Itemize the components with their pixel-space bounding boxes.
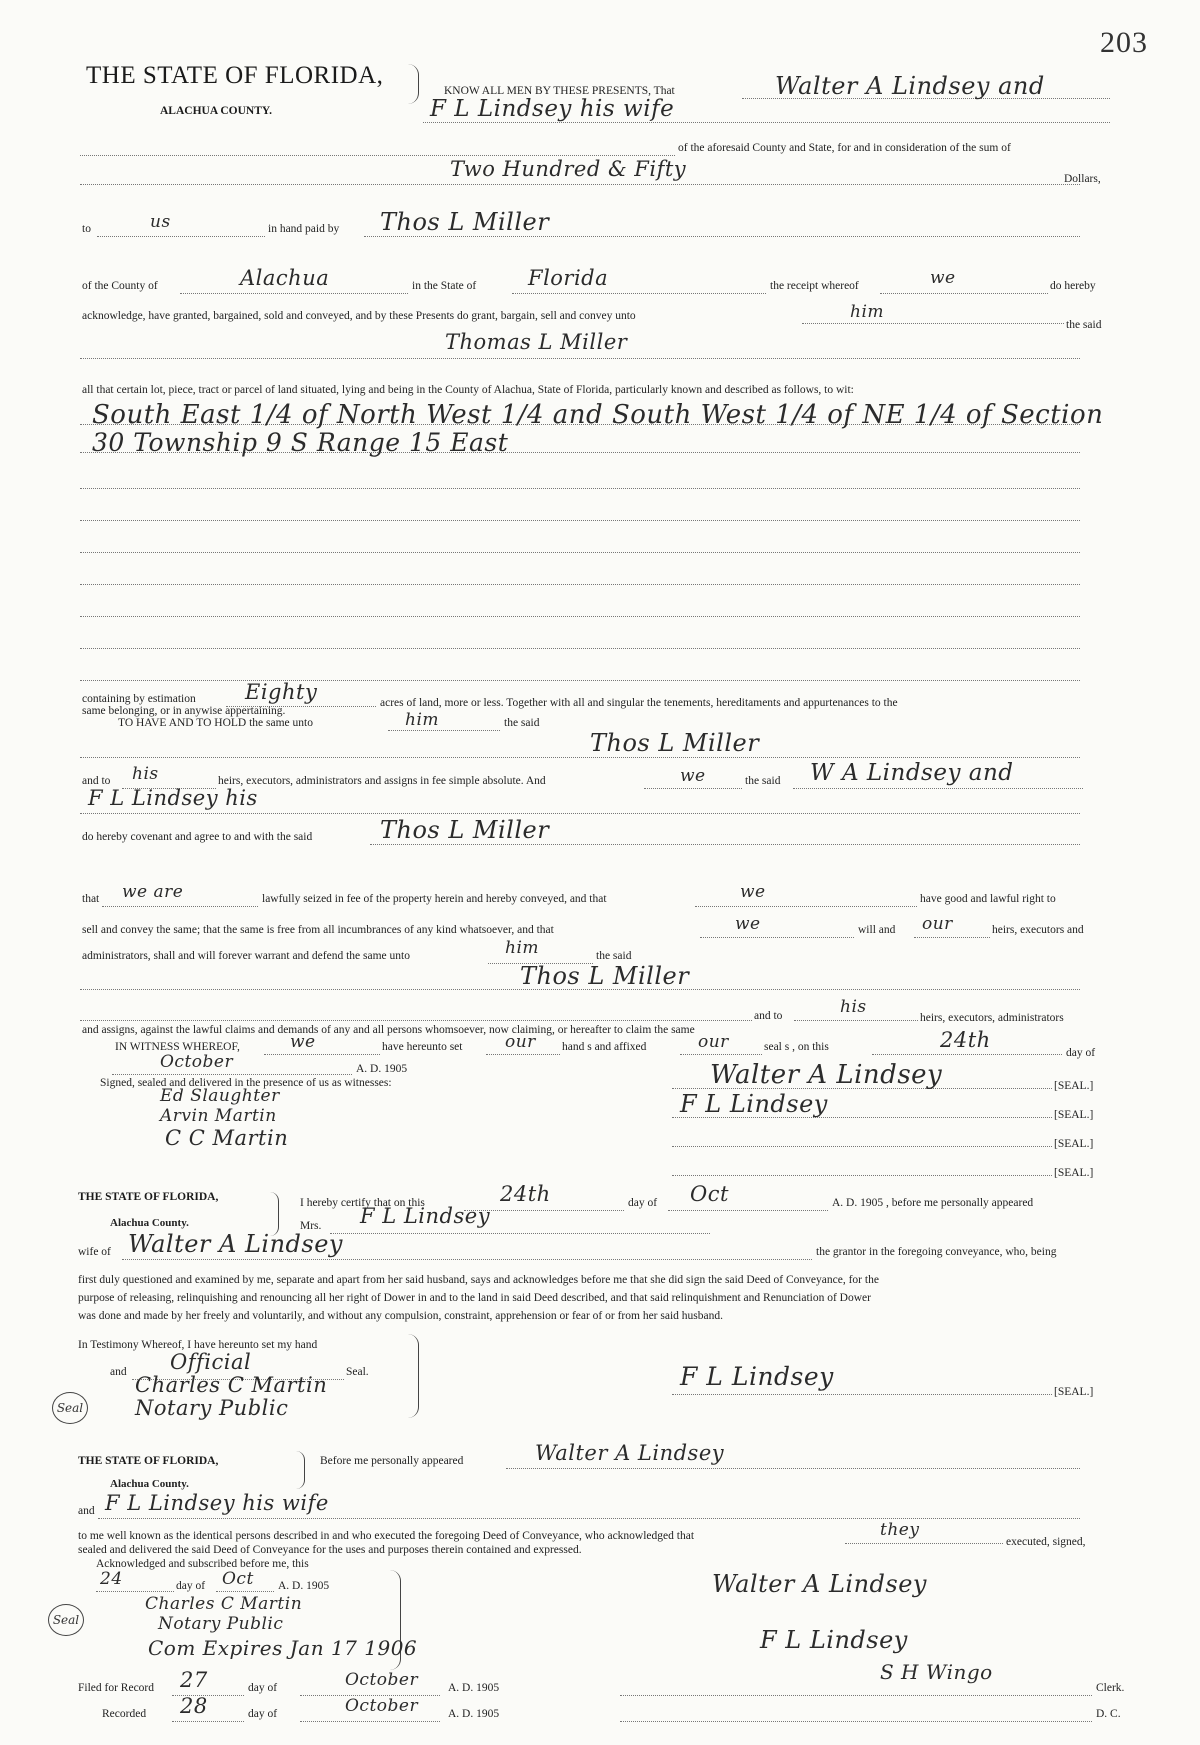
dotted-line [793,788,1083,789]
do-hereby-label: do hereby [1050,280,1096,292]
ack1-seal-label: [SEAL.] [1054,1386,1094,1398]
ack1-county: Alachua County. [110,1217,189,1229]
witness-1: Ed Slaughter [160,1086,280,1106]
dotted-line [668,1210,828,1211]
dotted-line [695,906,917,907]
dotted-line [880,293,1048,294]
and-to-2-handwriting: his [840,997,867,1017]
paid-by-handwriting: Thos L Miller [380,208,550,236]
dotted-line [620,1695,1092,1696]
ack1-line-1: first duly questioned and examined by me, separate and apart from her said husband, says and acknowledges before me that she did sign the said Deed of Conveyance, for the [78,1274,879,1286]
dotted-line [370,844,1080,845]
and-to-handwriting: his [132,764,159,784]
paid-by-label: in hand paid by [268,223,340,235]
ack2-acknowledged: Acknowledged and subscribed before me, this [96,1558,309,1570]
ack2-appeared-handwriting: Walter A Lindsey [535,1441,725,1465]
defend-name-handwriting: Thos L Miller [520,962,690,990]
seal-label-2: [SEAL.] [1054,1109,1094,1121]
sell-text: sell and convey the same; that the same is free from all incumbrances of any kind whatsoever, and that [82,924,554,936]
signature-1: Walter A Lindsey [710,1060,943,1090]
recorded-month-handwriting: October [345,1696,419,1716]
description-line-2: 30 Township 9 S Range 15 East [92,428,509,457]
seal-label-3: [SEAL.] [1054,1138,1094,1150]
dc-label: D. C. [1096,1708,1121,1720]
covenant-text: do hereby covenant and agree to and with the said [82,831,313,843]
sell-handwriting: we [735,914,761,934]
dotted-line [330,1233,710,1234]
signature-2: F L Lindsey [680,1090,828,1118]
dotted-line [80,155,675,156]
dotted-line [388,730,500,731]
dotted-line [300,1721,440,1722]
ack2-signature-1: Walter A Lindsey [712,1570,927,1598]
dotted-line [97,236,265,237]
ack2-notary2-handwriting: Notary Public [158,1614,284,1634]
ack1-line-2: purpose of releasing, relinquishing and renouncing all her right of Dower in and to the land in said Deed described, and that said relinquishment and Renunciation of Dower [78,1292,871,1304]
dotted-line [914,937,990,938]
witness-2: Arvin Martin [160,1106,277,1126]
said-2-handwriting: W A Lindsey and [810,760,1014,786]
to-label: to [82,223,91,235]
seized-handwriting: we [740,882,766,902]
assigns-text: and assigns, against the lawful claims and demands of any and all persons whomsoever, now claiming, or hereafter to claim the same [82,1024,695,1036]
ack1-ad: A. D. 1905 , before me personally appeared [832,1197,1034,1209]
signed-text: Signed, sealed and delivered in the presence of us as witnesses: [100,1077,392,1089]
witness-whereof: IN WITNESS WHEREOF, [115,1041,240,1053]
ack1-grantor-text: the grantor in the foregoing conveyance, who, being [816,1246,1057,1258]
dotted-line [486,1054,560,1055]
ack2-and: and [78,1505,95,1517]
the-said-2-label: the said [745,775,781,787]
the-said-label: the said [1066,319,1102,331]
admin-text: administrators, shall and will forever warrant and defend the same unto [82,950,410,962]
that-handwriting: we are [122,882,184,902]
ack2-month-handwriting: Oct [222,1569,254,1589]
dotted-line [672,1394,1052,1395]
heirs-text: heirs, executors, administrators and assigns in fee simple absolute. And [218,775,546,787]
dotted-line [512,293,766,294]
heirs-admin-text: heirs, executors, administrators [920,1012,1064,1024]
ack1-official-handwriting: Official [170,1350,252,1374]
to-have-label: TO HAVE AND TO HOLD the same unto [118,717,313,729]
dotted-line [672,1175,1052,1176]
ack1-line-3: was done and made by her freely and voluntarily, and without any compulsion, constraint, apprehension or fear of or from her said husband. [78,1310,723,1322]
ack1-notary-stamp: Seal [52,1392,88,1424]
dotted-line [98,1518,1080,1519]
recorded-label: Recorded [102,1708,147,1720]
day-handwriting: 24th [940,1028,991,1052]
whereof-handwriting: we [290,1032,316,1052]
filed-day-handwriting: 27 [180,1668,208,1692]
ack2-county: Alachua County. [110,1478,189,1490]
dollars-label: Dollars, [1064,173,1101,185]
seal-on-label: seal s , on this [764,1041,829,1053]
dotted-line [423,122,1110,123]
description-line-1: South East 1/4 of North West 1/4 and South West 1/4 of NE 1/4 of Section [92,400,1104,430]
ack2-day-handwriting: 24 [100,1569,123,1589]
page-number: 203 [1100,26,1148,59]
recorded-day-of: day of [248,1708,278,1720]
covenant-handwriting: Thos L Miller [380,816,550,844]
unto-handwriting: him [850,302,885,322]
ack2-ad: A. D. 1905 [278,1580,330,1592]
receipt-handwriting: we [930,268,956,288]
ack2-brace [296,1451,305,1489]
dotted-line [80,1020,752,1021]
sum-handwriting: Two Hundred & Fifty [450,157,687,181]
dotted-line [845,1543,1003,1544]
grantor-wife-handwriting: F L Lindsey his wife [430,96,675,122]
ack1-notary2-handwriting: Notary Public [135,1396,289,1420]
filed-label: Filed for Record [78,1682,155,1694]
dotted-line [102,906,258,907]
month-handwriting: October [160,1052,234,1072]
dotted-line [264,1054,380,1055]
seal-label-1: [SEAL.] [1054,1080,1094,1092]
recorded-ad: A. D. 1905 [448,1708,500,1720]
belonging-text: same belonging, or in anywise appertaining. [82,705,286,717]
have-said-label: the said [504,717,540,729]
state-label: in the State of [412,280,477,292]
dotted-line [872,1054,1062,1055]
dotted-line [80,184,1080,185]
ack2-signature-2: F L Lindsey [760,1626,908,1654]
good-right-text: have good and lawful right to [920,893,1056,905]
filed-month-handwriting: October [345,1670,419,1690]
ack1-state: THE STATE OF FLORIDA, [78,1191,219,1203]
county-label: of the County of [82,280,158,292]
affixed-handwriting: our [698,1032,729,1052]
county-handwriting: Alachua [240,266,330,290]
dotted-line [216,1591,274,1592]
dotted-line [80,813,1080,814]
heirs-exec-text: heirs, executors and [992,924,1084,936]
ack2-and-handwriting: F L Lindsey his wife [105,1491,329,1515]
clerk-label: Clerk. [1096,1682,1125,1694]
dotted-line [80,648,1080,649]
dotted-line [620,1721,1092,1722]
day-of-label: day of [1066,1047,1096,1059]
will-and-label: will and [858,924,896,936]
ack1-husband-handwriting: Walter A Lindsey [128,1230,343,1258]
dotted-line [96,1591,174,1592]
dotted-line [506,1468,1080,1469]
will-handwriting: our [922,914,953,934]
have-name-handwriting: Thos L Miller [590,729,760,757]
ack2-notary-stamp: Seal [48,1604,84,1636]
filed-day-of: day of [248,1682,278,1694]
have-set-label: have hereunto set [382,1041,463,1053]
ack1-notary-brace [408,1334,419,1418]
set-handwriting: our [505,1032,536,1052]
dotted-line [80,680,1080,681]
ack1-mrs: Mrs. [300,1220,322,1232]
dotted-line [80,584,1080,585]
grantor-handwriting: Walter A Lindsey and [775,72,1045,100]
containing-label: containing by estimation [82,693,196,705]
dotted-line [80,520,1080,521]
acres-text: acres of land, more or less. Together with all and singular the tenements, hereditaments and appurtenances to the [380,697,898,709]
grantee-handwriting: Thomas L Miller [445,330,628,354]
ack1-certify: I hereby certify that on this [300,1197,425,1209]
dotted-line [802,323,1064,324]
state-handwriting: Florida [528,266,609,290]
seal-label-4: [SEAL.] [1054,1167,1094,1179]
ack2-sealed-line: sealed and delivered the said Deed of Conveyance for the uses and purposes therein contained and expressed. [78,1544,582,1556]
ack2-known-handwriting: they [880,1520,920,1540]
dotted-line [112,1074,352,1075]
ack1-and: and [110,1366,127,1378]
ack1-mrs-handwriting: F L Lindsey [360,1204,491,1228]
acres-handwriting: Eighty [245,680,318,704]
ack1-day-of: day of [628,1197,658,1209]
ack1-signature: F L Lindsey [680,1362,834,1391]
ack2-appeared: Before me personally appeared [320,1455,464,1467]
to-handwriting: us [150,212,171,232]
dotted-line [680,1054,762,1055]
have-handwriting: him [405,710,440,730]
dotted-line [80,488,1080,489]
ack2-notary-handwriting: Charles C Martin [145,1594,303,1614]
intro-text: KNOW ALL MEN BY THESE PRESENTS, That [444,85,675,97]
receipt-label: the receipt whereof [770,280,859,292]
dotted-line [122,1259,812,1260]
and-to-label: and to [82,775,111,787]
the-said-3-label: the said [596,950,632,962]
witness-3: C C Martin [165,1126,289,1150]
dotted-line [700,937,854,938]
dotted-line [644,788,742,789]
dotted-line [364,236,1080,237]
dotted-line [180,293,408,294]
dotted-line [794,1020,918,1021]
ack2-state: THE STATE OF FLORIDA, [78,1455,219,1467]
dotted-line [172,1721,244,1722]
acknowledge-text: acknowledge, have granted, bargained, sold and conveyed, and by these Presents do grant, bargain, sell and convey unto [82,310,636,322]
clerk-handwriting: S H Wingo [880,1660,993,1684]
ack2-commission-handwriting: Com Expires Jan 17 1906 [148,1636,418,1660]
ack1-wife-of: wife of [78,1246,111,1258]
ack1-testimony: In Testimony Whereof, I have hereunto set my hand [78,1339,318,1351]
dotted-line [80,616,1080,617]
county-title: ALACHUA COUNTY. [160,105,273,117]
dotted-line [80,552,1080,553]
dotted-line [80,757,1080,758]
ack1-month-handwriting: Oct [690,1182,729,1206]
ad-label: A. D. 1905 [356,1063,408,1075]
header-brace [408,64,419,104]
hand-affixed-label: hand s and affixed [562,1041,647,1053]
said-3-handwriting: F L Lindsey his [88,786,258,810]
dotted-line [672,1146,1052,1147]
admin-handwriting: him [505,938,540,958]
state-title: THE STATE OF FLORIDA, [86,62,384,89]
dotted-line [80,358,1080,359]
recorded-day-handwriting: 28 [180,1694,208,1718]
seized-text: lawfully seized in fee of the property herein and hereby conveyed, and that [262,893,607,905]
and-handwriting: we [680,766,706,786]
ack2-known: to me well known as the identical persons described in and who executed the foregoing Deed of Conveyance, who acknowledged that [78,1530,695,1542]
and-to-2-label: and to [754,1010,783,1022]
consideration-text: of the aforesaid County and State, for and in consideration of the sum of [678,142,1011,154]
ack1-seal-word: Seal. [346,1366,369,1378]
filed-ad: A. D. 1905 [448,1682,500,1694]
ack2-day-of: day of [176,1580,206,1592]
ack1-notary-handwriting: Charles C Martin [135,1373,328,1397]
ack1-day-handwriting: 24th [500,1182,551,1206]
ack2-executed: executed, signed, [1006,1536,1086,1548]
that-label: that [82,893,100,905]
land-text: all that certain lot, piece, tract or parcel of land situated, lying and being in the County of Alachua, State of Florida, particularly known and described as follows, to wit: [82,384,854,396]
